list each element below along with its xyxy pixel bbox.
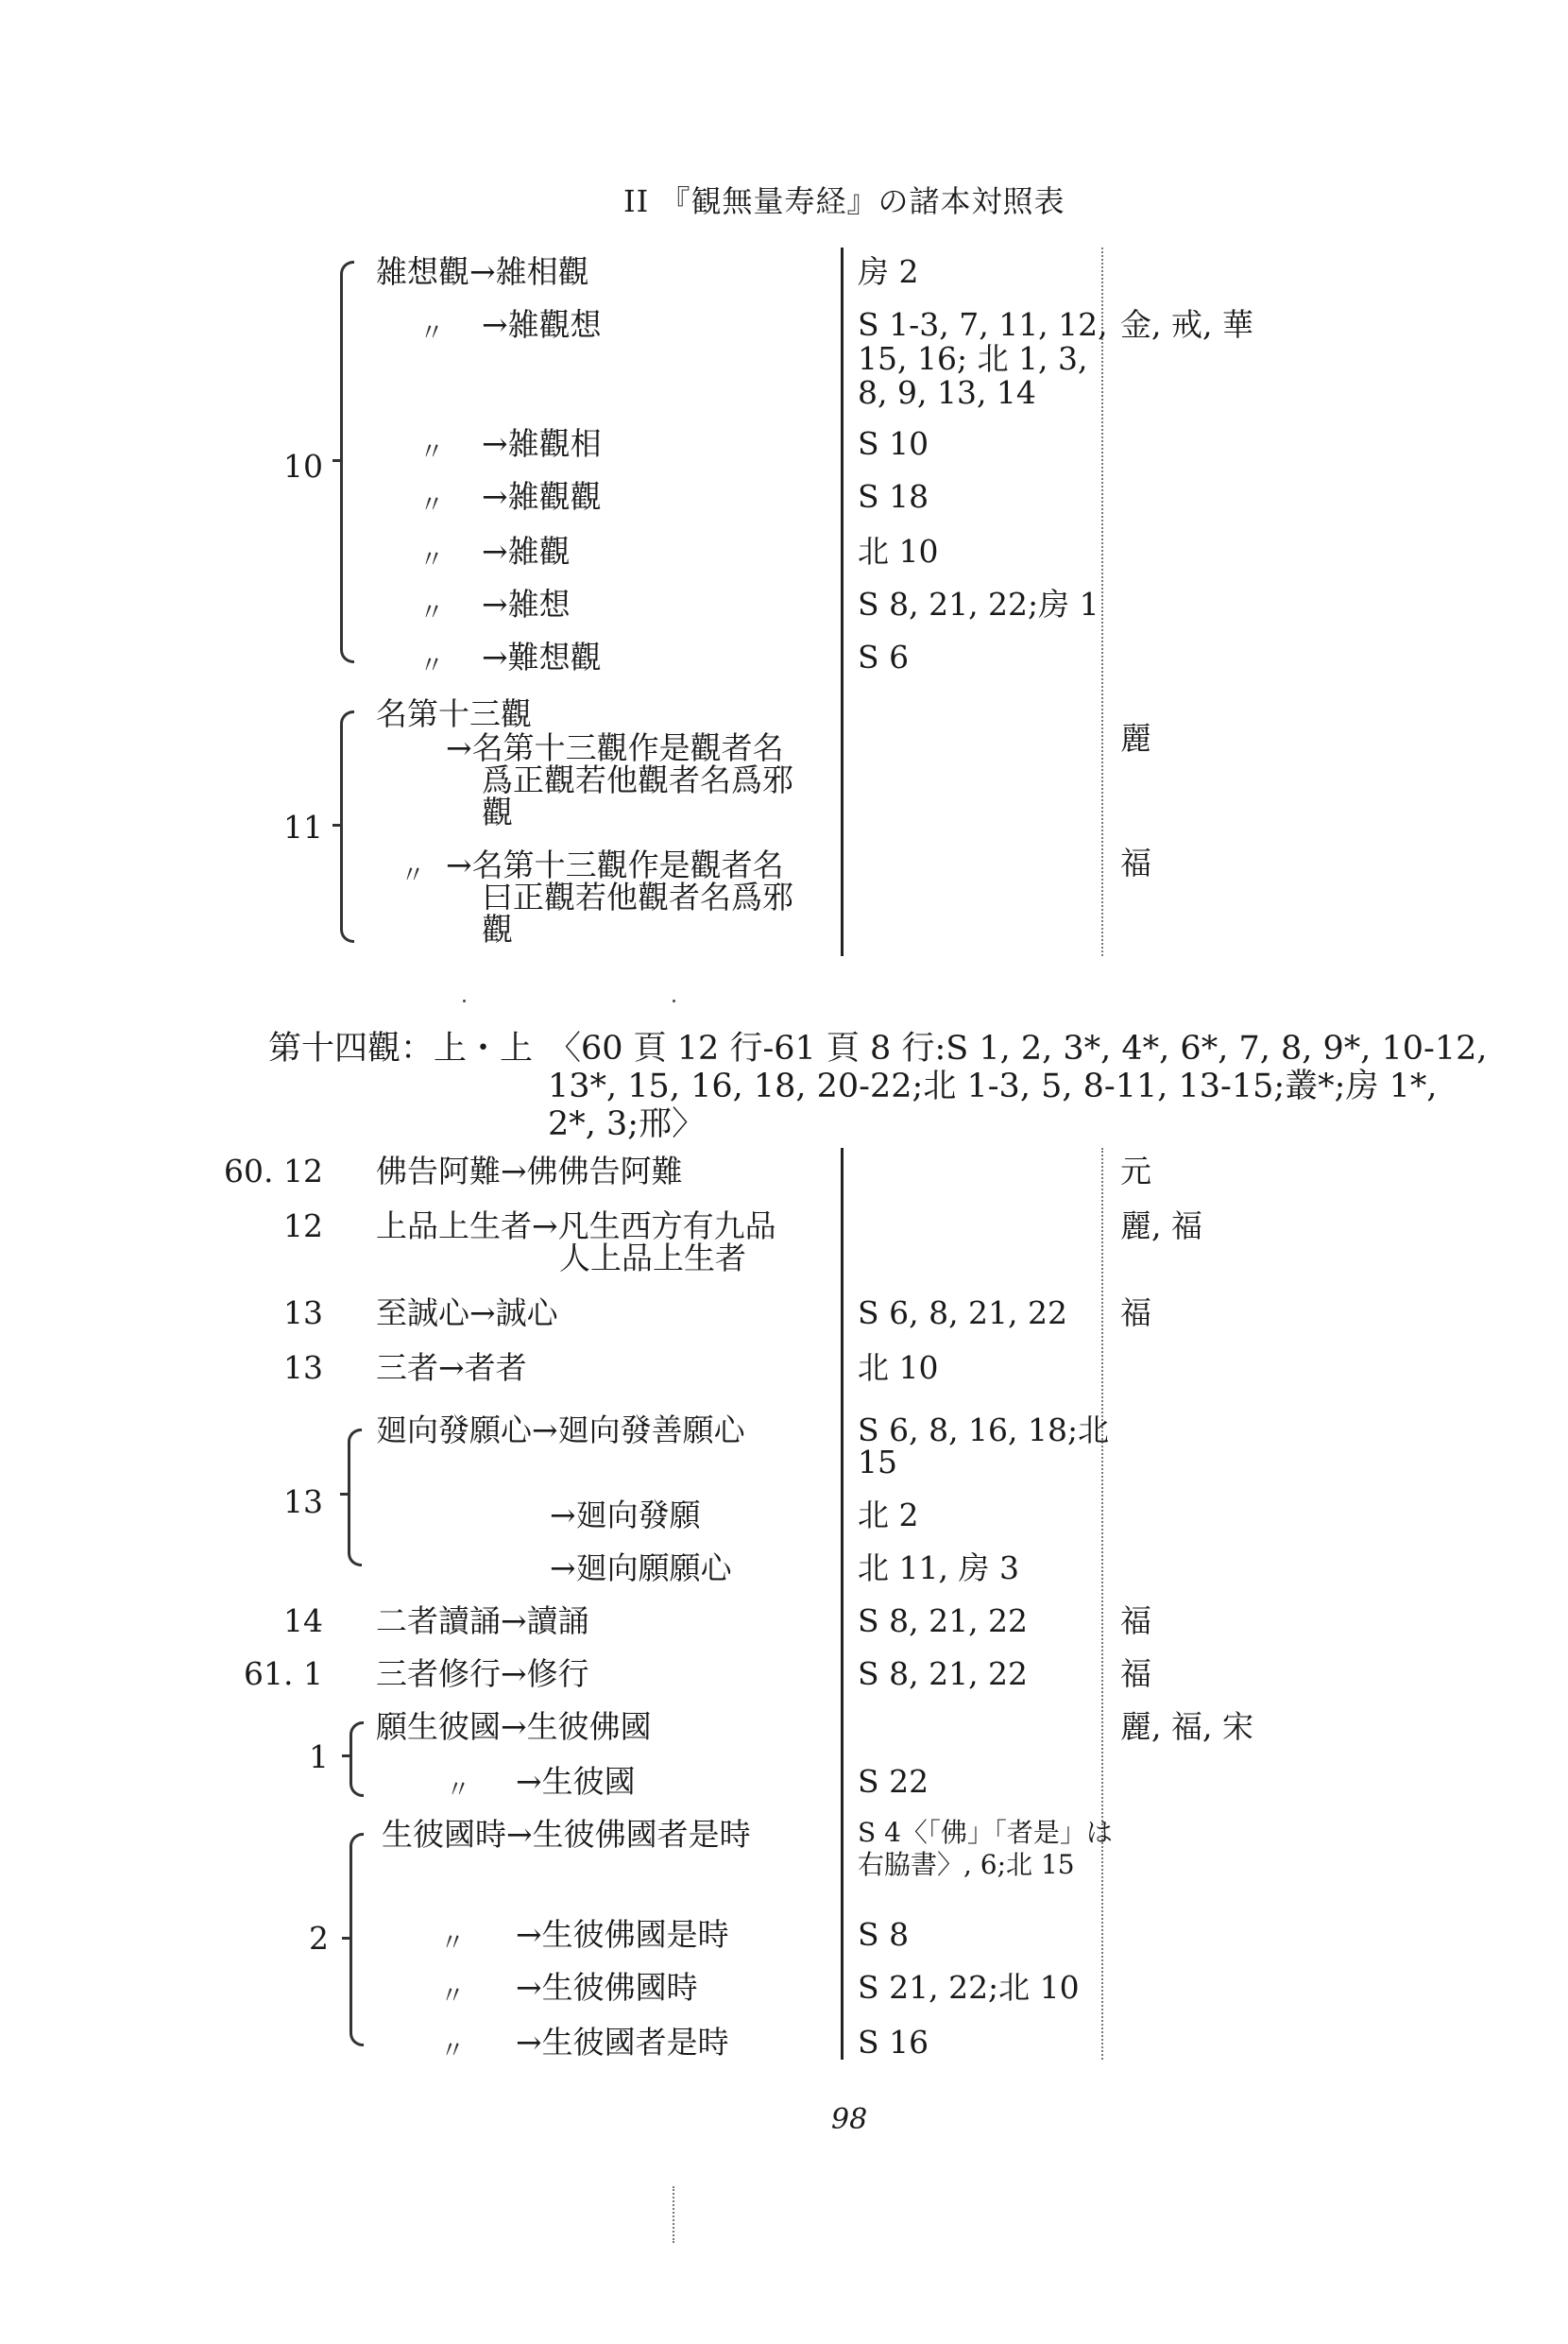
column-rule-witness — [841, 248, 844, 956]
reading-variant: 二者讀誦→讀誦 — [376, 1602, 589, 1639]
line-number: 13 — [283, 1483, 323, 1520]
ditto-mark: 〃 — [440, 1929, 466, 1958]
witness-list: 北 10 — [858, 533, 939, 570]
edition-list: 金, 戒, 華 — [1120, 306, 1253, 343]
ditto-mark: 〃 — [419, 491, 445, 520]
section-heading-range: 13*, 15, 16, 18, 20-22;北 1-3, 5, 8-11, 13-15;叢*;房 1*, — [548, 1068, 1438, 1105]
line-number-11: 11 — [283, 809, 323, 846]
witness-list: 北 2 — [858, 1497, 919, 1533]
running-header: II 『観無量寿経』の諸本対照表 — [623, 183, 1065, 219]
edition-list: 元 — [1120, 1153, 1151, 1189]
brace-tip-2 — [342, 1937, 351, 1940]
reading-variant: →生彼國者是時 — [516, 2024, 729, 2061]
witness-list: S 18 — [858, 478, 929, 515]
brace-tip-11 — [332, 824, 342, 827]
section-heading-label: 第十四觀：上・上 — [268, 1030, 534, 1068]
witness-list: S 8, 21, 22 — [858, 1602, 1029, 1639]
witness-list: 15, 16; 北 1, 3, — [858, 340, 1088, 377]
scan-speck — [463, 1000, 466, 1002]
line-number: 13 — [283, 1294, 323, 1331]
reading-variant: 生彼國時→生彼佛國者是時 — [382, 1816, 751, 1853]
reading-variant: →廻向發願 — [550, 1497, 701, 1533]
witness-list: S 8, 21, 22 — [858, 1655, 1029, 1692]
brace-13 — [348, 1429, 362, 1566]
reading-variant: →名第十三觀作是觀者名 — [446, 847, 784, 883]
reading-variant: →雑觀相 — [482, 425, 602, 462]
witness-list: 房 2 — [858, 253, 919, 290]
edition-list: 麗 — [1120, 720, 1151, 757]
ditto-mark: 〃 — [419, 546, 445, 574]
witness-list: 北 10 — [858, 1349, 939, 1386]
reading-variant: 爲正觀若他觀者名爲邪 — [482, 761, 793, 798]
reading-variant: 觀 — [482, 911, 513, 948]
witness-list: S 6, 8, 16, 18;北 — [858, 1412, 1110, 1448]
reading-variant: →難想觀 — [482, 639, 602, 676]
reading-variant: 上品上生者→凡生西方有九品 — [376, 1207, 776, 1244]
brace-10 — [340, 261, 354, 663]
edition-list: 福 — [1120, 845, 1151, 881]
brace-tip-13 — [340, 1493, 349, 1496]
reading-variant: 曰正觀若他觀者名爲邪 — [482, 879, 793, 915]
reading-variant: →雑想 — [482, 586, 571, 623]
reading-variant: 佛告阿難→佛佛告阿難 — [376, 1153, 683, 1189]
witness-list: S 8, 21, 22;房 1 — [858, 586, 1099, 623]
reading-variant: 至誠心→誠心 — [376, 1294, 558, 1331]
line-number: 2 — [309, 1920, 329, 1957]
ditto-mark: 〃 — [440, 2037, 466, 2065]
brace-2 — [349, 1833, 364, 2046]
line-number: 13 — [283, 1349, 323, 1386]
reading-variant: 廻向發願心→廻向發善願心 — [376, 1412, 745, 1448]
witness-list: 北 11, 房 3 — [858, 1549, 1019, 1586]
line-number: 1 — [309, 1738, 329, 1775]
line-number: 12 — [283, 1207, 323, 1244]
witness-list: S 16 — [858, 2024, 929, 2061]
reading-variant: →雑觀 — [482, 533, 571, 570]
reading-variant: 觀 — [482, 794, 513, 830]
edition-list: 麗, 福 — [1120, 1207, 1202, 1244]
page-number: 98 — [831, 2103, 868, 2136]
line-number-10: 10 — [283, 448, 323, 485]
line-number: 61. 1 — [244, 1655, 323, 1692]
line-number: 14 — [283, 1602, 323, 1639]
witness-list: 右脇書〉, 6;北 15 — [858, 1849, 1075, 1880]
witness-list: S 8 — [858, 1916, 910, 1953]
ditto-mark: 〃 — [419, 652, 445, 680]
witness-list: S 6 — [858, 639, 910, 676]
column-rule-editions — [1101, 248, 1103, 956]
edition-list: 福 — [1120, 1602, 1151, 1639]
reading-variant: 願生彼國→生彼佛國 — [376, 1708, 652, 1745]
witness-list: S 1-3, 7, 11, 12, — [858, 306, 1108, 343]
line-number: 60. 12 — [224, 1153, 323, 1189]
reading-variant: →廻向願願心 — [550, 1549, 732, 1586]
ditto-mark: 〃 — [446, 1776, 471, 1805]
section-heading-range: 〈60 頁 12 行-61 頁 8 行:S 1, 2, 3*, 4*, 6*, 7, 8, 9*, 10-12, — [548, 1030, 1488, 1068]
reading-variant: 三者修行→修行 — [376, 1655, 589, 1692]
witness-list: 15 — [858, 1444, 897, 1480]
scan-speck — [673, 1000, 675, 1002]
brace-tip-1 — [342, 1754, 351, 1757]
column-rule-editions-2 — [1101, 1148, 1103, 2060]
reading-variant: →生彼佛國時 — [516, 1969, 698, 2006]
reading-variant: →雑觀觀 — [482, 478, 602, 515]
witness-list: S 22 — [858, 1763, 929, 1800]
reading-variant: →生彼國 — [516, 1763, 636, 1800]
edition-list: 麗, 福, 宋 — [1120, 1708, 1253, 1745]
column-rule-witness-2 — [841, 1148, 844, 2060]
witness-list: 8, 9, 13, 14 — [858, 374, 1036, 411]
reading-head: 名第十三觀 — [376, 695, 532, 732]
witness-list: S 10 — [858, 425, 929, 462]
edition-list: 福 — [1120, 1294, 1151, 1331]
reading-variant: 雑想觀→雑相觀 — [376, 253, 589, 290]
ditto-mark: 〃 — [419, 599, 445, 627]
brace-11 — [340, 710, 354, 943]
witness-list: S 21, 22;北 10 — [858, 1969, 1080, 2006]
witness-list: S 6, 8, 21, 22 — [858, 1294, 1068, 1331]
scan-mark — [673, 2186, 674, 2243]
brace-1 — [349, 1721, 364, 1797]
edition-list: 福 — [1120, 1655, 1151, 1692]
ditto-mark: 〃 — [440, 1982, 466, 2010]
reading-variant: →生彼佛國是時 — [516, 1916, 729, 1953]
brace-tip-10 — [332, 459, 342, 462]
ditto-mark: 〃 — [401, 862, 426, 890]
reading-variant: →名第十三觀作是觀者名 — [446, 729, 784, 766]
section-heading-range: 2*, 3;邢〉 — [548, 1105, 706, 1143]
reading-variant: 人上品上生者 — [559, 1240, 746, 1276]
reading-variant: →雑觀想 — [482, 306, 602, 343]
witness-list: S 4〈「佛」「者是」は — [858, 1817, 1113, 1848]
ditto-mark: 〃 — [419, 438, 445, 467]
reading-variant: 三者→者者 — [376, 1349, 527, 1386]
ditto-mark: 〃 — [419, 319, 445, 348]
